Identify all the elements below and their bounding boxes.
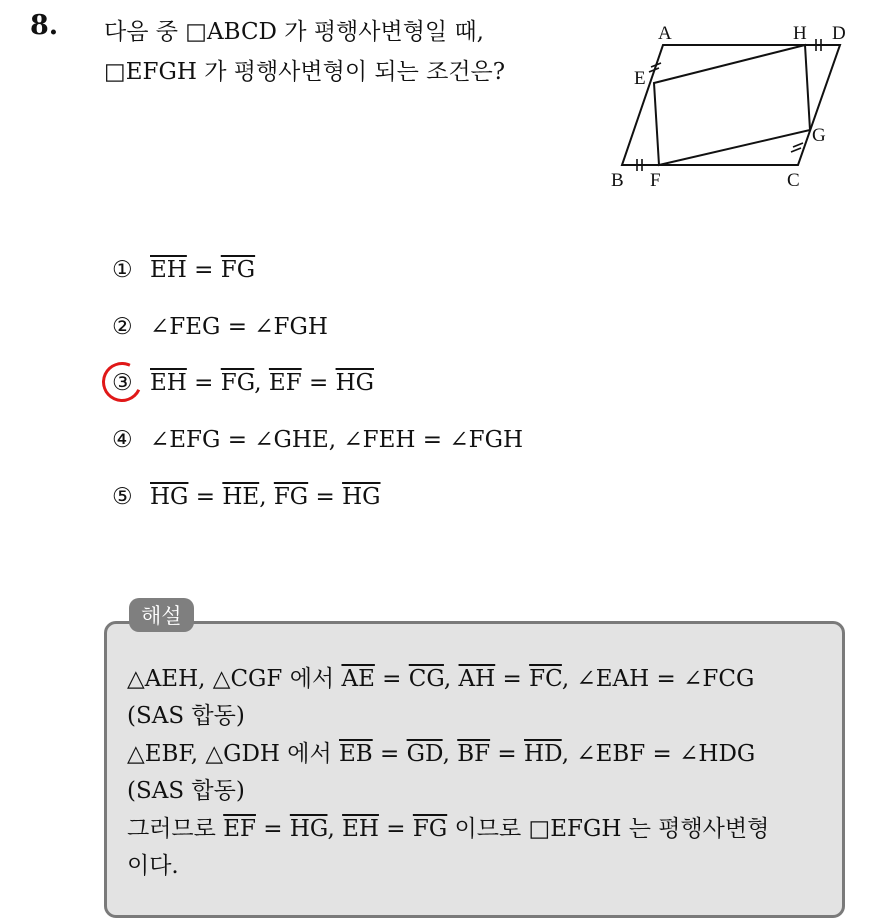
choice-4[interactable] [112, 427, 523, 453]
solution-line-5: 그러므로 $\overline{EF} = \overline{HG}$, $\overline{EH} = \overline{FG}$ 이므로 □EFGH 는 평행사변형 [127, 816, 770, 842]
question-text-line2: □EFGH 가 평행사변형이 되는 조건은? [104, 59, 506, 85]
segment: $\overline{HG}$ [150, 484, 189, 510]
label-h: H [793, 23, 807, 44]
choice-text: = [308, 484, 343, 510]
label-b: B [611, 170, 624, 191]
segment: $\overline{EF}$ [268, 370, 302, 396]
choice-number: ⑤ [112, 484, 133, 510]
choice-number: ③ [112, 370, 133, 396]
segment: $\overline{FG}$ [220, 370, 255, 396]
choice-5[interactable] [112, 484, 381, 510]
label-a: A [658, 23, 672, 44]
question-number: 8. [30, 10, 59, 41]
choice-text: ∠FEG = ∠FGH [150, 314, 328, 340]
tick-marks [637, 39, 821, 171]
segment: $\overline{HE}$ [222, 484, 260, 510]
choice-number: ④ [112, 427, 133, 453]
parallelogram-efgh [654, 45, 810, 165]
label-g: G [812, 125, 826, 146]
parallelogram-figure [600, 15, 860, 195]
choice-text: = [301, 370, 336, 396]
label-e: E [634, 68, 646, 89]
choice-2[interactable] [112, 314, 328, 340]
question-text-line1: 다음 중 □ABCD 가 평행사변형일 때, [104, 19, 484, 45]
choice-text: = [186, 257, 221, 283]
solution-label: 해설 [129, 598, 194, 632]
segment: $\overline{HG}$ [342, 484, 381, 510]
choice-1[interactable] [112, 257, 255, 283]
segment: $\overline{EH}$ [150, 257, 187, 283]
label-d: D [832, 23, 846, 44]
choice-text: = [186, 370, 221, 396]
answer-circle-mark [96, 356, 147, 407]
choice-text: , [259, 484, 274, 510]
label-c: C [787, 170, 800, 191]
segment: $\overline{FG}$ [273, 484, 309, 510]
solution-line-3: △EBF, △GDH 에서 $\overline{EB} = \overline{GD}$, $\overline{BF} = \overline{HD}$, ∠EBF = ∠HDG [127, 741, 756, 767]
choice-text: ∠EFG = ∠GHE, ∠FEH = ∠FGH [150, 427, 524, 453]
choice-text: , [254, 370, 269, 396]
segment: $\overline{HG}$ [335, 370, 374, 396]
solution-line-1: △AEH, △CGF 에서 $\overline{AE} = \overline{CG}$, $\overline{AH} = \overline{FC}$, ∠EAH = ∠FCG [127, 666, 755, 692]
choice-number: ② [112, 314, 133, 340]
solution-line-4: (SAS 합동) [127, 778, 245, 804]
solution-line-2: (SAS 합동) [127, 703, 245, 729]
segment: $\overline{EH}$ [150, 370, 187, 396]
label-f: F [650, 170, 661, 191]
solution-line-6: 이다. [127, 853, 179, 879]
segment: $\overline{FG}$ [220, 257, 256, 283]
choice-text: = [188, 484, 223, 510]
choice-number: ① [112, 257, 133, 283]
choice-3[interactable] [112, 370, 374, 396]
